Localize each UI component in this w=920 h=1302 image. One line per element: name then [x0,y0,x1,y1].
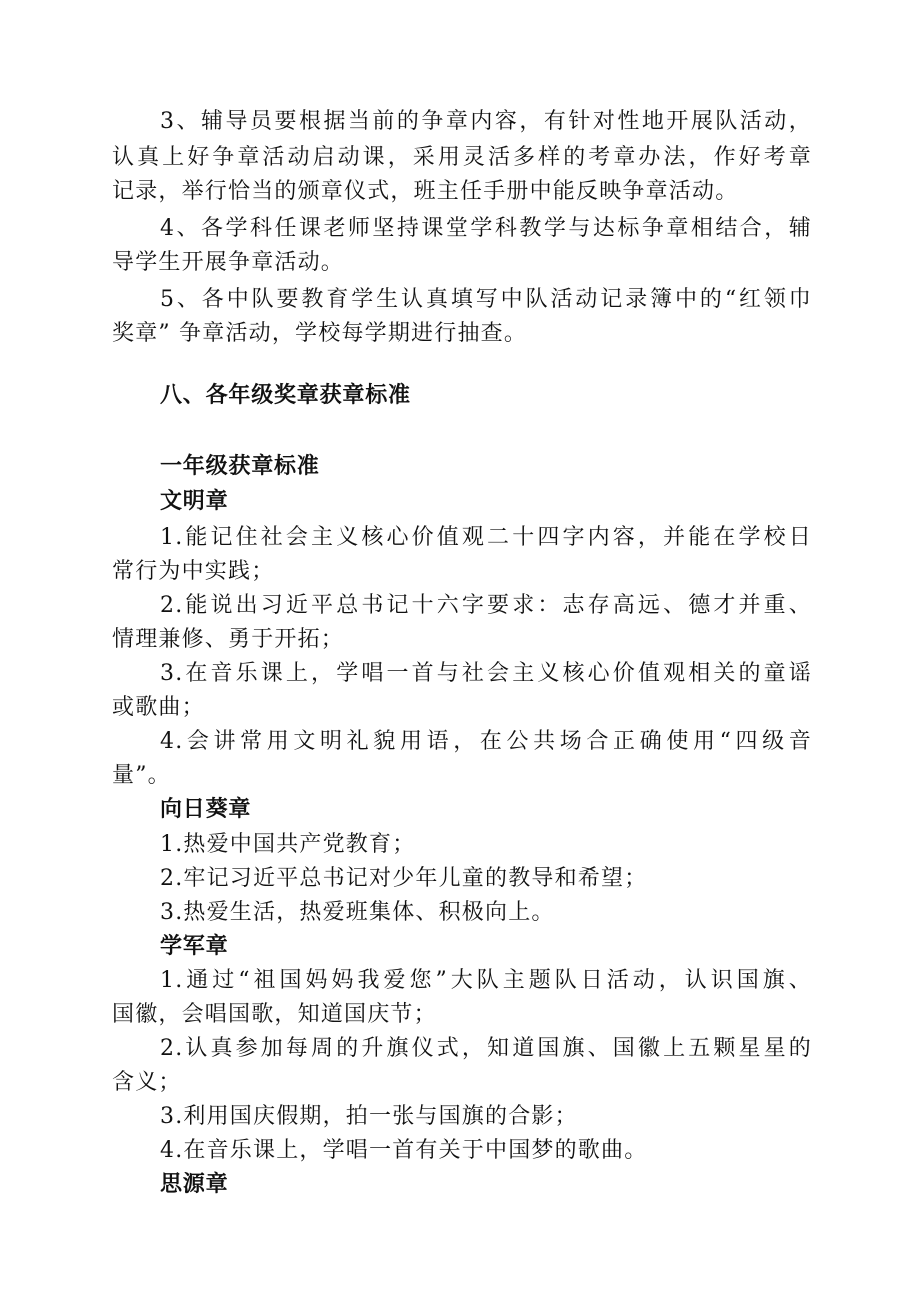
xiangrikui-item3: 3.热爱生活，热爱班集体、积极向上。 [160,900,555,925]
paragraph-item4-line2: 导学生开展争章活动。 [112,250,345,275]
wenming-item3-line1: 3.在音乐课上，学唱一首与社会主义核心价值观相关的童谣 [160,661,812,686]
xiangrikui-item1: 1.热爱中国共产党教育； [160,832,416,857]
xiangrikui-item2: 2.牢记习近平总书记对少年儿童的教导和希望； [160,866,648,891]
section-heading: 八、各年级奖章获章标准 [160,383,411,408]
xuejun-item1-line2: 国徽，会唱国歌，知道国庆节； [112,1002,437,1027]
wenming-item4-line2: 量”。 [112,763,171,788]
xuejun-item3: 3.利用国庆假期，拍一张与国旗的合影； [160,1104,578,1129]
paragraph-item4-line1: 4、各学科任课老师坚持课堂学科教学与达标争章相结合，辅 [160,216,812,241]
xuejun-item2-line1: 2.认真参加每周的升旗仪式，知道国旗、国徽上五颗星星的 [160,1036,812,1061]
xuejun-item4: 4.在音乐课上，学唱一首有关于中国梦的歌曲。 [160,1138,648,1163]
wenming-item4-line1: 4.会讲常用文明礼貌用语，在公共场合正确使用“四级音 [160,729,812,754]
paragraph-item5-line2: 奖章” 争章活动，学校每学期进行抽查。 [112,321,528,346]
wenming-item3-line2: 或歌曲； [112,695,205,720]
badge-heading-siyuan: 思源章 [160,1172,229,1197]
grade1-heading: 一年级获章标准 [160,454,320,479]
paragraph-item3-line1: 3、辅导员要根据当前的争章内容，有针对性地开展队活动， [160,109,812,134]
wenming-item2-line1: 2.能说出习近平总书记十六字要求：志存高远、德才并重、 [160,593,812,618]
badge-heading-xiangrikui: 向日葵章 [160,797,252,822]
paragraph-item5-line1: 5、各中队要教育学生认真填写中队活动记录簿中的“红领巾 [160,287,812,312]
badge-heading-xuejun: 学军章 [160,934,229,959]
wenming-item1-line1: 1.能记住社会主义核心价值观二十四字内容，并能在学校日 [160,525,812,550]
wenming-item1-line2: 常行为中实践； [112,559,275,584]
xuejun-item1-line1: 1.通过“祖国妈妈我爱您”大队主题队日活动，认识国旗、 [160,968,812,993]
wenming-item2-line2: 情理兼修、勇于开拓； [112,627,345,652]
paragraph-item3-line3: 记录，举行恰当的颁章仪式，班主任手册中能反映争章活动。 [112,179,739,204]
paragraph-item3-line2: 认真上好争章活动启动课，采用灵活多样的考章办法，作好考章 [112,145,812,170]
xuejun-item2-line2: 含义； [112,1070,182,1095]
badge-heading-wenming: 文明章 [160,489,229,514]
